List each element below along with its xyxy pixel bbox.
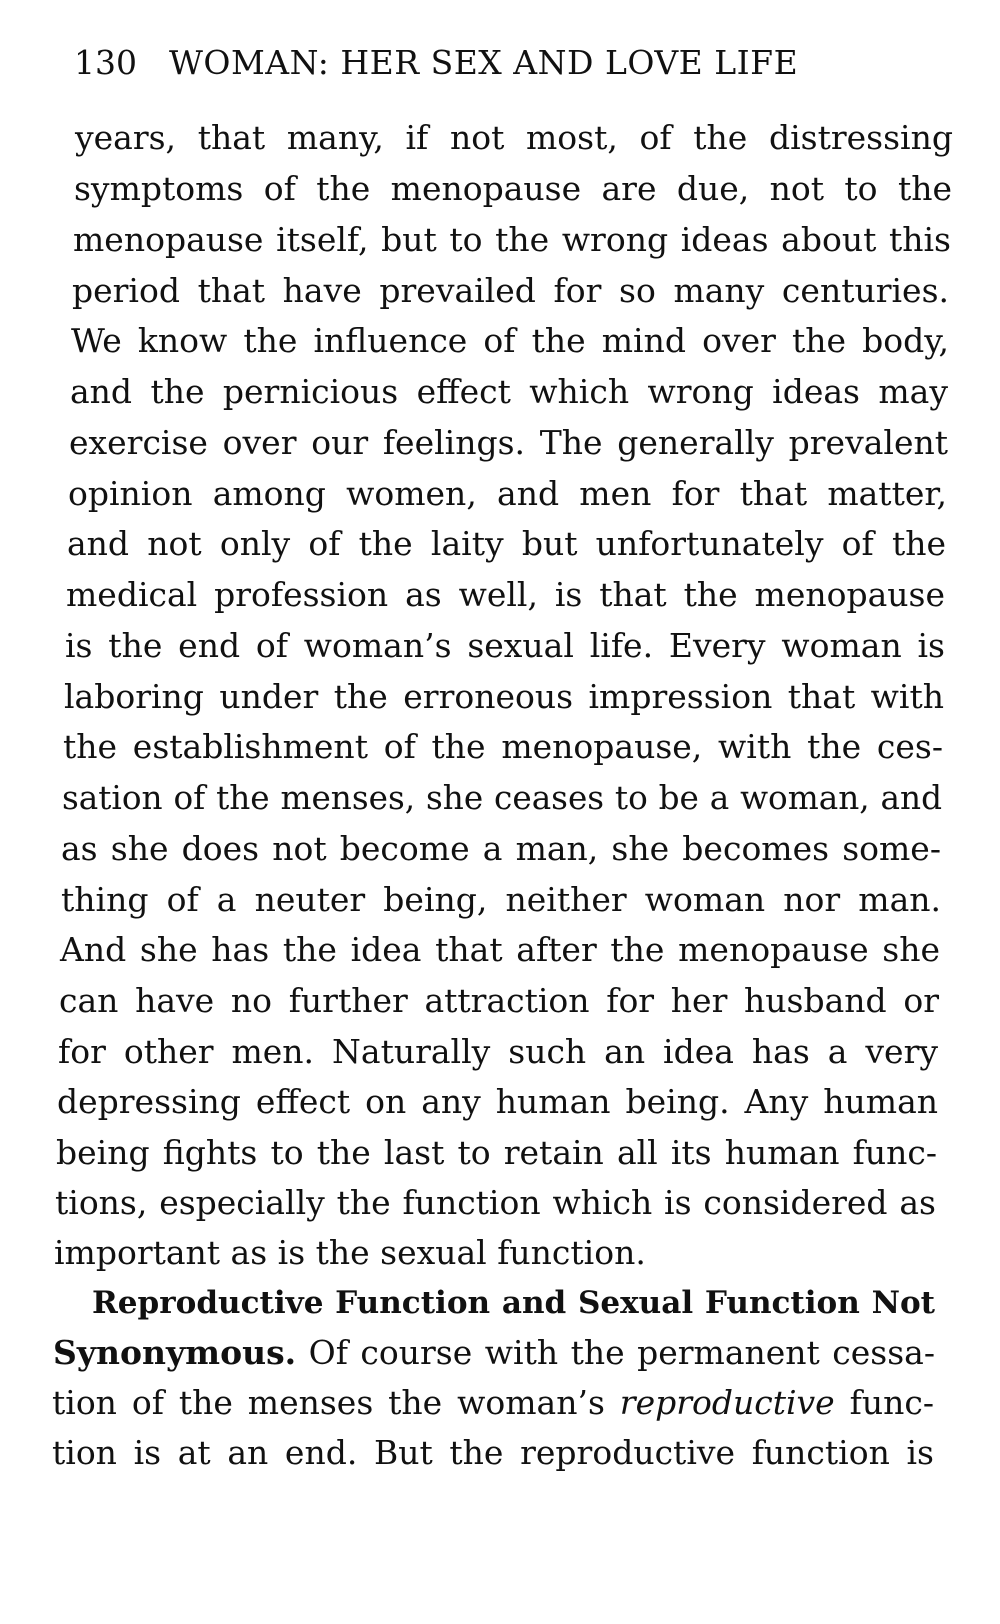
body-line: years, that many, if not most, of the distressing	[75, 118, 953, 157]
body-line	[53, 1328, 935, 1378]
body-line: being fights to the last to retain all its human func-	[56, 1133, 937, 1172]
body-line: as she does not become a man, she becomes some-	[61, 829, 941, 868]
body-line: tions, especially the function which is considered as	[55, 1183, 936, 1222]
body-line: depressing effect on any human being. Any human	[57, 1082, 938, 1121]
body-line: important as is the sexual function.	[54, 1233, 646, 1272]
body-line: period that have prevailed for so many centuries.	[72, 271, 949, 310]
page-number: 130	[74, 43, 137, 82]
body-line: and not only of the laity but unfortunately of the	[67, 524, 946, 563]
body-line: can have no further attraction for her husband or	[59, 981, 939, 1020]
page-header	[74, 38, 954, 88]
body-line: and the pernicious effect which wrong ideas may	[70, 372, 948, 411]
body-line: the establishment of the menopause, with the ces-	[63, 727, 943, 766]
running-title: WOMAN: HER SEX AND LOVE LIFE	[169, 43, 799, 82]
body-line	[52, 1378, 934, 1428]
body-line: tion is at an end. But the reproductive function is	[52, 1433, 934, 1472]
body-line: We know the influence of the mind over the body,	[71, 321, 949, 360]
body-line: thing of a neuter being, neither woman nor man.	[61, 880, 941, 919]
section-heading: Reproductive Function and Sexual Function Not	[92, 1285, 935, 1321]
body-line: opinion among women, and men for that matter,	[68, 474, 947, 513]
body-line: for other men. Naturally such an idea has a very	[58, 1032, 938, 1071]
body-line: menopause itself, but to the wrong ideas about this	[73, 220, 951, 259]
section-heading-end: Synonymous.	[53, 1333, 297, 1372]
body-line: laboring under the erroneous impression that with	[64, 677, 944, 716]
body-text: Of course with the permanent cessa-	[308, 1333, 935, 1372]
emphasis-text: reproductive	[619, 1383, 835, 1422]
body-text: func-	[849, 1383, 934, 1422]
body-line: symptoms of the menopause are due, not to the	[74, 169, 952, 208]
body-line: And she has the idea that after the menopause she	[60, 930, 940, 969]
body-line: medical profession as well, is that the menopause	[66, 575, 945, 614]
body-line: is the end of woman’s sexual life. Every woman is	[65, 626, 945, 665]
body-line: sation of the menses, she ceases to be a woman, and	[62, 779, 942, 817]
body-line: exercise over our feelings. The generally prevalent	[69, 423, 948, 462]
body-text: tion of the menses the woman’s	[52, 1383, 605, 1422]
